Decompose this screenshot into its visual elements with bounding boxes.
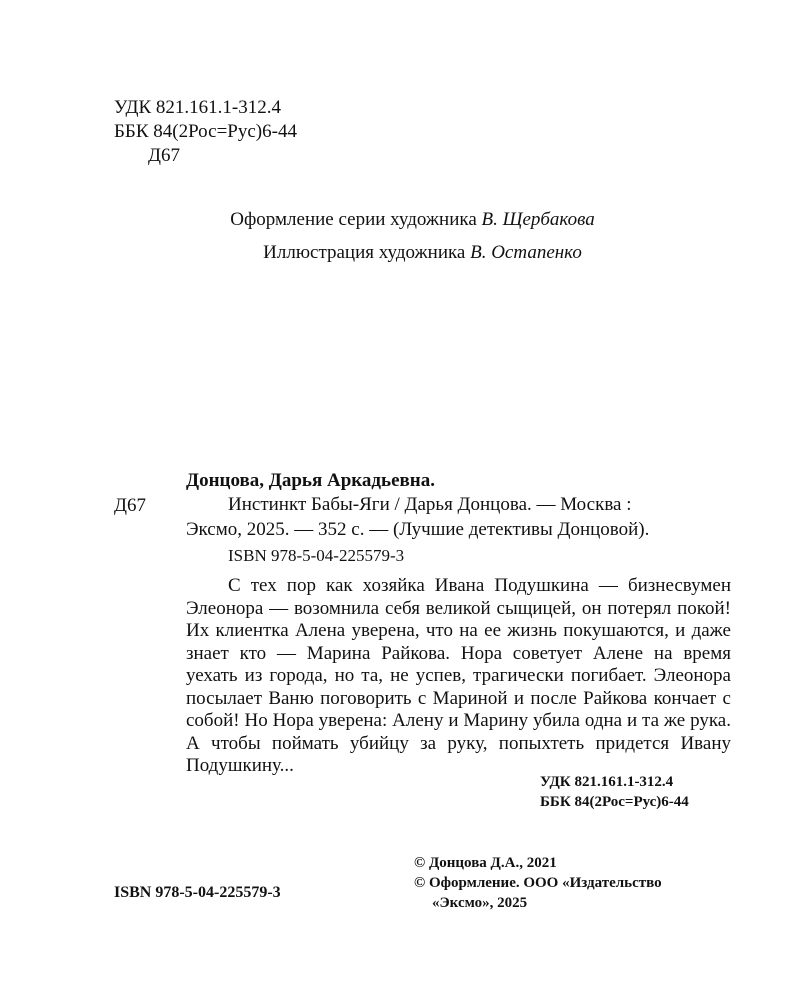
series-design-prefix: Оформление серии художника xyxy=(230,209,482,230)
bibliographic-author-code: Д67 xyxy=(114,495,146,516)
annotation-text: С тех пор как хозяйка Ивана Подушкина — бизнесвумен Элеонора — возомнила себя великой сыщицей, он потерял покой! Их клиентка Алена уверена, что на ее жизнь покушаются, и даже знает кто — Марина Райкова. Нора советует Алене на время уехать из города, но та, не успев, трагически погибает. Элеонора посылает Ваню поговорить с Мариной и после Райкова кончает с собой! Но Нора уверена: Алену и Марину убила одна и та же рука. А чтобы поймать убийцу за руку, попыхтеть придется Ивану Подушкину... xyxy=(186,575,731,776)
illustration-prefix: Иллюстрация художника xyxy=(263,242,471,263)
annotation xyxy=(186,575,731,778)
copyright-block xyxy=(414,853,662,913)
bbk-code: ББК 84(2Рос=Рус)6-44 xyxy=(114,121,297,142)
author-heading: Донцова, Дарья Аркадьевна. xyxy=(186,470,435,491)
author-code: Д67 xyxy=(148,145,180,166)
copyright-design-line-1: © Оформление. ООО «Издательство xyxy=(414,875,662,891)
title-line-1: Инстинкт Бабы-Яги / Дарья Донцова. — Москва : xyxy=(228,494,632,515)
udk-code: УДК 821.161.1-312.4 xyxy=(114,97,281,118)
bottom-udk: УДК 821.161.1-312.4 xyxy=(540,774,674,790)
credits-block xyxy=(0,203,800,269)
copyright-author: © Донцова Д.А., 2021 xyxy=(414,855,557,871)
bottom-bbk: ББК 84(2Рос=Рус)6-44 xyxy=(540,794,689,810)
bibliographic-description xyxy=(186,492,730,542)
copyright-design-line-2: «Эксмо», 2025 xyxy=(432,895,528,911)
series-design-artist: В. Щербакова xyxy=(481,209,595,230)
title-line-2: Эксмо, 2025. — 352 с. — (Лучшие детективы Донцовой). xyxy=(186,519,650,540)
isbn-footer: ISBN 978-5-04-225579-3 xyxy=(114,884,281,901)
bottom-classification xyxy=(540,772,689,812)
isbn-bibliographic: ISBN 978-5-04-225579-3 xyxy=(228,546,405,565)
illustration-credit xyxy=(0,236,800,269)
series-design-credit xyxy=(0,203,800,236)
illustration-artist: В. Остапенко xyxy=(470,242,582,263)
classification-block xyxy=(114,96,297,168)
